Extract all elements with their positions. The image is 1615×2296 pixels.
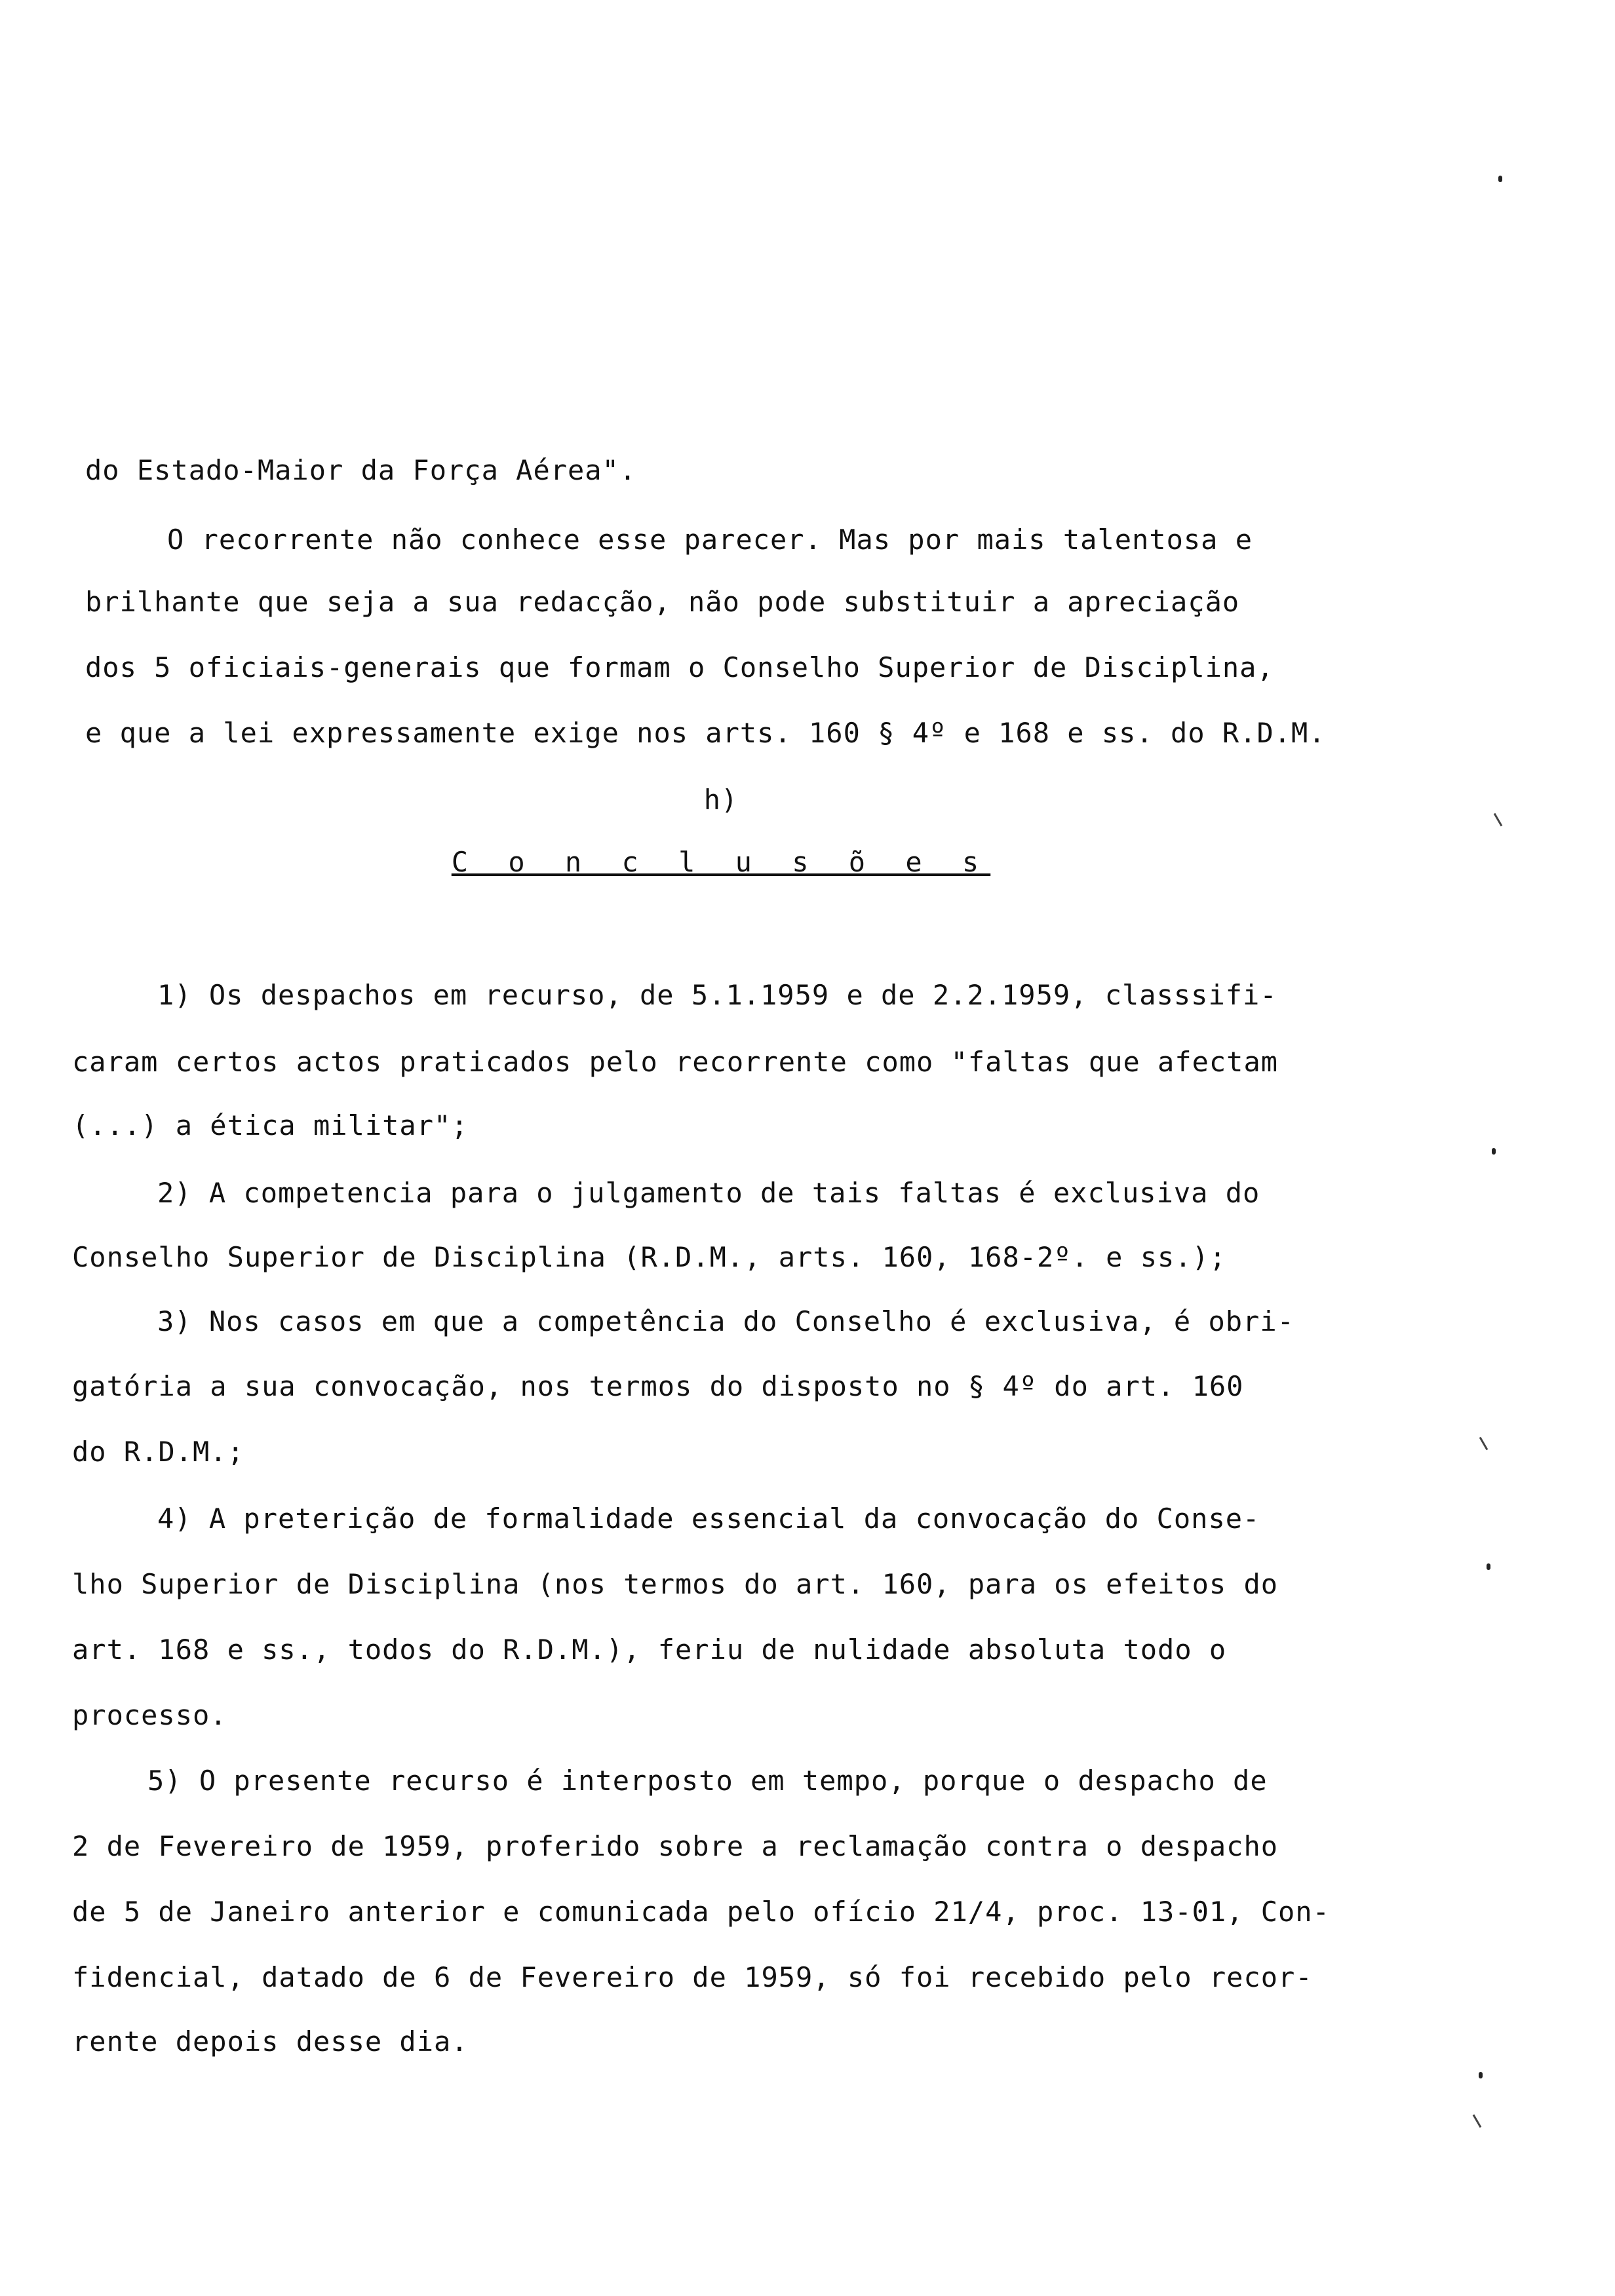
text-line: de 5 de Janeiro anterior e comunicada pelo ofício 21/4, proc. 13-01, Con- (72, 1896, 1330, 1928)
scan-speck (1479, 2072, 1483, 2078)
text-line: 2 de Fevereiro de 1959, proferido sobre a reclamação contra o despacho (72, 1830, 1279, 1862)
text-line: 1) Os despachos em recurso, de 5.1.1959 e de 2.2.1959, classsifi- (157, 979, 1277, 1011)
text-line: 4) A preterição de formalidade essencial da convocação do Conse- (157, 1502, 1260, 1535)
scan-speck (1487, 1563, 1490, 1570)
text-line: O recorrente não conhece esse parecer. Mas por mais talentosa e (167, 524, 1253, 556)
section-label: h) (703, 784, 739, 816)
text-line: do R.D.M.; (72, 1436, 244, 1468)
text-line: 5) O presente recurso é interposto em tempo, porque o despacho de (147, 1765, 1268, 1797)
text-line: 3) Nos casos em que a competência do Conselho é exclusiva, é obri- (157, 1305, 1294, 1337)
scan-speck (1494, 813, 1503, 827)
scan-speck (1473, 2114, 1482, 2128)
text-line: (...) a ética militar"; (72, 1109, 469, 1141)
text-line: art. 168 e ss., todos do R.D.M.), feriu de nulidade absoluta todo o (72, 1634, 1227, 1666)
text-line: fidencial, datado de 6 de Fevereiro de 1959, só foi recebido pelo recor- (72, 1961, 1313, 1993)
text-line: gatória a sua convocação, nos termos do disposto no § 4º do art. 160 (72, 1370, 1244, 1402)
text-line: Conselho Superior de Disciplina (R.D.M., arts. 160, 168-2º. e ss.); (72, 1241, 1227, 1273)
text-line: 2) A competencia para o julgamento de tais faltas é exclusiva do (157, 1177, 1260, 1209)
text-line: rente depois desse dia. (72, 2025, 469, 2057)
text-line: processo. (72, 1699, 227, 1731)
scan-speck (1479, 1437, 1489, 1451)
section-heading: C o n c l u s õ e s (451, 846, 991, 878)
scan-speck (1492, 1148, 1496, 1155)
text-line: caram certos actos praticados pelo recorrente como "faltas que afectam (72, 1046, 1279, 1078)
scan-speck (1498, 176, 1502, 182)
text-line: lho Superior de Disciplina (nos termos do art. 160, para os efeitos do (72, 1568, 1279, 1600)
text-line: do Estado-Maior da Força Aérea". (85, 454, 637, 486)
text-line: dos 5 oficiais-generais que formam o Conselho Superior de Disciplina, (85, 651, 1274, 683)
text-line: e que a lei expressamente exige nos arts. 160 § 4º e 168 e ss. do R.D.M. (85, 717, 1326, 749)
text-line: brilhante que seja a sua redacção, não pode substituir a apreciação (85, 586, 1240, 618)
